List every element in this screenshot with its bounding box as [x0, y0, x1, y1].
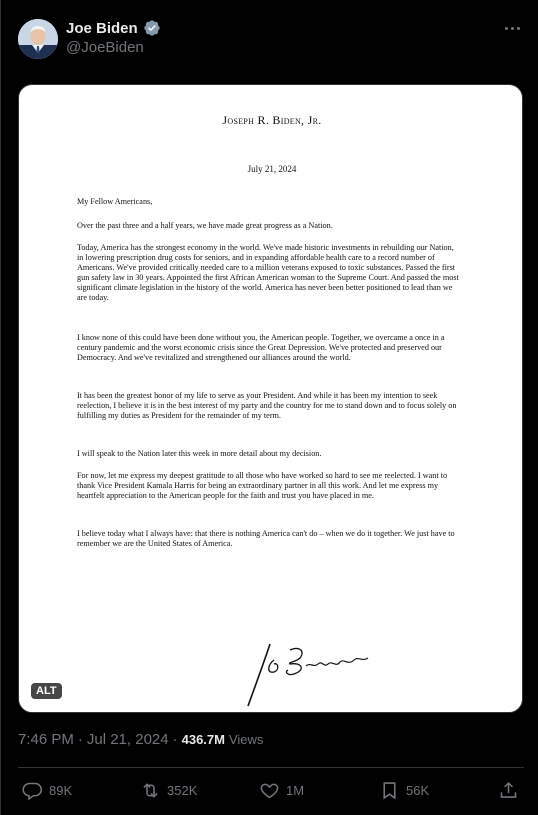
reply-count: 89K: [49, 782, 73, 798]
reply-icon: [22, 780, 43, 801]
letter-paragraph: Today, America has the strongest economy in the world. We've made historic investments in rebuilding our Nation, in lowering prescription drug costs for seniors, and in expanding affordable health care to a record number of Americans. We've provided critically needed care to a million veterans exposed to toxic substances. Passed the first gun safety law in 30 years. Appointed the first African American woman to the Supreme Court. And passed the most significant climate legislation in the history of the world. America has never been better positioned to lead than we are today.: [77, 243, 459, 303]
letter-paragraph: I will speak to the Nation later this week in more detail about my decision.: [77, 449, 322, 458]
author-handle[interactable]: @JoeBiden: [66, 39, 144, 56]
repost-button[interactable]: [140, 778, 197, 802]
letter-paragraph: I know none of this could have been done without you, the American people. Together, we overcame a once in a century pandemic and the worst economic crisis since the Great Depression. We've protected and preserved our Democracy. And we've revitalized and strengthened our alliances around the world.: [77, 333, 445, 363]
letter-paragraph: I believe today what I always have: that there is nothing America can't do – when we do it together. We just have to remember we are the United States of America.: [77, 529, 455, 549]
letter-paragraph: For now, let me express my deepest gratitude to all those who have worked so hard to see me reelected. I want to thank Vice President Kamala Harris for being an extraordinary partner in all this work. And let me express my heartfelt appreciation to the American people for the faith and trust you have placed in me.: [77, 471, 448, 501]
avatar[interactable]: [18, 19, 58, 59]
letter-salutation: My Fellow Americans,: [77, 197, 153, 206]
views-count: 436.7M: [181, 732, 225, 747]
tweet-meta: [18, 731, 263, 748]
like-count: 1M: [286, 782, 305, 798]
letter-paragraph: It has been the greatest honor of my life to serve as your President. And while it has been my intention to seek reelection, I believe it is in the best interest of my party and the country for me to stand down and to focus solely on fulfilling my duties as President for the remainder of my term.: [77, 391, 457, 421]
more-dot: [517, 27, 520, 30]
reply-button[interactable]: [22, 778, 72, 802]
repost-icon: [140, 780, 161, 801]
more-dot: [505, 27, 508, 30]
share-icon: [498, 780, 519, 801]
views-label: Views: [228, 732, 264, 747]
alt-text-badge[interactable]: ALT: [31, 683, 62, 699]
letter-paragraph: Over the past three and a half years, we have made great progress as a Nation.: [77, 221, 333, 230]
tweet-date[interactable]: Jul 21, 2024: [86, 731, 169, 748]
letterhead: Joseph R. Biden, Jr.: [222, 113, 322, 127]
repost-count: 352K: [167, 782, 198, 798]
meta-separator: ·: [77, 731, 83, 748]
verified-badge-icon: [143, 19, 161, 37]
meta-separator: ·: [172, 731, 178, 748]
author-name[interactable]: Joe Biden: [66, 19, 138, 37]
action-bar: [18, 778, 524, 802]
tweet-time[interactable]: 7:46 PM: [18, 731, 74, 748]
timeline-border: [0, 0, 1, 815]
letter-date: July 21, 2024: [247, 164, 297, 174]
bookmark-count: 56K: [406, 782, 430, 798]
share-button[interactable]: [498, 778, 519, 802]
divider: [18, 767, 524, 768]
bookmark-icon: [379, 780, 400, 801]
heart-icon: [259, 780, 280, 801]
like-button[interactable]: [259, 778, 304, 802]
tweet-image[interactable]: [18, 84, 523, 713]
bookmark-button[interactable]: [379, 778, 429, 802]
more-options-button[interactable]: [500, 19, 524, 37]
signature: [244, 640, 374, 712]
tweet-header: [18, 17, 524, 59]
more-dot: [511, 27, 514, 30]
